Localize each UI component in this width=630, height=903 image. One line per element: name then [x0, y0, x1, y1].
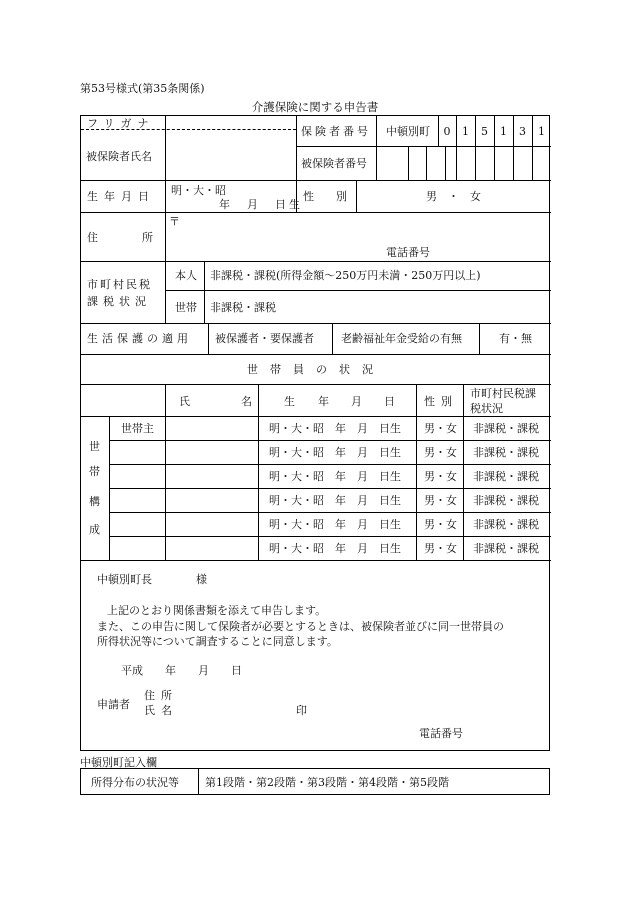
welfare-label: 生活保護の適用: [87, 332, 192, 345]
member-tax: 非課税・課税: [473, 422, 539, 435]
office-use-table: [80, 768, 550, 795]
col-tax-1: 市町村民税課: [470, 387, 536, 400]
postal-mark: 〒: [169, 215, 180, 228]
col-name-2: 名: [241, 395, 252, 408]
member-tax: 非課税・課税: [473, 494, 539, 507]
declaration-line-1: 上記のとおり関係書類を添えて申告します。: [107, 604, 327, 617]
insured-number-label: 被保険者番号: [301, 157, 367, 170]
tax-status-label-2: 課税状況: [87, 295, 151, 308]
member-birth: 明・大・昭 年 月 日生: [269, 542, 401, 555]
application-form-table: [80, 115, 550, 751]
declaration-line-3: 所得状況等について調査することに同意します。: [97, 635, 338, 648]
insurer-digit: 1: [538, 125, 545, 138]
income-distribution-label: 所得分布の状況等: [91, 776, 179, 789]
welfare-recipient: 被保護者・要保護者: [215, 332, 314, 345]
form-title: 介護保険に関する申告書: [251, 100, 379, 114]
birth-suffix: 年 月 日生: [219, 198, 303, 211]
form-number: 第53号様式(第35条関係): [80, 82, 205, 95]
applicant-address-label: 住所: [144, 689, 178, 702]
declaration-date: 平成 年 月 日: [121, 664, 242, 677]
income-distribution-options: 第1段階・第2段階・第3段階・第4段階・第5段階: [205, 776, 449, 789]
address-label: 住所: [87, 231, 197, 244]
household-tax-options: 非課税・課税: [210, 301, 276, 314]
composition-label-1: 世: [89, 440, 100, 453]
composition-label-2: 帯: [89, 465, 100, 478]
member-sex: 男・女: [424, 422, 457, 435]
office-use-label: 中頓別町記入欄: [80, 756, 157, 769]
col-name-1: 氏: [179, 395, 190, 408]
member-tax: 非課税・課税: [473, 518, 539, 531]
pension-label: 老齢福祉年金受給の有無: [341, 332, 462, 345]
member-tax: 非課税・課税: [473, 446, 539, 459]
household-status-heading: 世帯員の状況: [247, 363, 385, 376]
member-birth: 明・大・昭 年 月 日生: [269, 470, 401, 483]
self-label: 本人: [175, 269, 197, 282]
member-birth: 明・大・昭 年 月 日生: [269, 518, 401, 531]
member-tax: 非課税・課税: [473, 542, 539, 555]
col-birth-4: 日: [384, 395, 395, 408]
member-birth: 明・大・昭 年 月 日生: [269, 422, 401, 435]
sex-label: 性別: [303, 190, 369, 203]
col-birth-2: 年: [318, 395, 329, 408]
member-sex: 男・女: [424, 518, 457, 531]
insured-name-label: 被保険者氏名: [86, 150, 152, 163]
phone-label: 電話番号: [386, 246, 430, 259]
insurer-town: 中頓別町: [386, 125, 430, 138]
composition-label-3: 構: [89, 495, 100, 508]
insurer-digit: 3: [519, 125, 526, 138]
member-sex: 男・女: [424, 446, 457, 459]
member-tax: 非課税・課税: [473, 470, 539, 483]
applicant-phone-label: 電話番号: [419, 727, 463, 740]
col-birth-3: 月: [351, 395, 362, 408]
member-birth: 明・大・昭 年 月 日生: [269, 494, 401, 507]
col-tax-2: 税状況: [470, 402, 503, 415]
pension-options: 有・無: [499, 332, 532, 345]
col-birth-1: 生: [284, 395, 295, 408]
head-of-household-label: 世帯主: [121, 422, 154, 435]
birthdate-label: 生年月日: [87, 190, 155, 203]
member-birth: 明・大・昭 年 月 日生: [269, 446, 401, 459]
tax-status-label: 市町村民税: [87, 278, 152, 291]
member-sex: 男・女: [424, 542, 457, 555]
applicant-label: 申請者: [97, 698, 130, 711]
household-label: 世帯: [175, 301, 197, 314]
composition-label-4: 成: [89, 523, 100, 536]
member-sex: 男・女: [424, 470, 457, 483]
declaration-line-2: また、この申告に関して保険者が必要とするときは、被保険者並びに同一世帯員の: [97, 620, 504, 633]
era-options: 明・大・昭: [171, 184, 226, 197]
insurer-number-label: 保険者番号: [301, 125, 371, 138]
seal-mark: 印: [296, 704, 307, 717]
member-sex: 男・女: [424, 494, 457, 507]
insurer-digit: 1: [500, 125, 507, 138]
furigana-label: フリガナ: [87, 117, 155, 130]
insurer-digit: 0: [443, 125, 451, 138]
insurer-digit: 1: [462, 125, 469, 138]
self-tax-options: 非課税・課税(所得金額〜250万円未満・250万円以上): [210, 269, 481, 282]
insurer-digit: 5: [481, 125, 488, 138]
col-sex: 性別: [424, 395, 458, 408]
applicant-name-label: 氏名: [144, 704, 178, 717]
sex-options: 男 ・ 女: [426, 190, 481, 203]
addressee: 中頓別町長 様: [97, 573, 207, 586]
